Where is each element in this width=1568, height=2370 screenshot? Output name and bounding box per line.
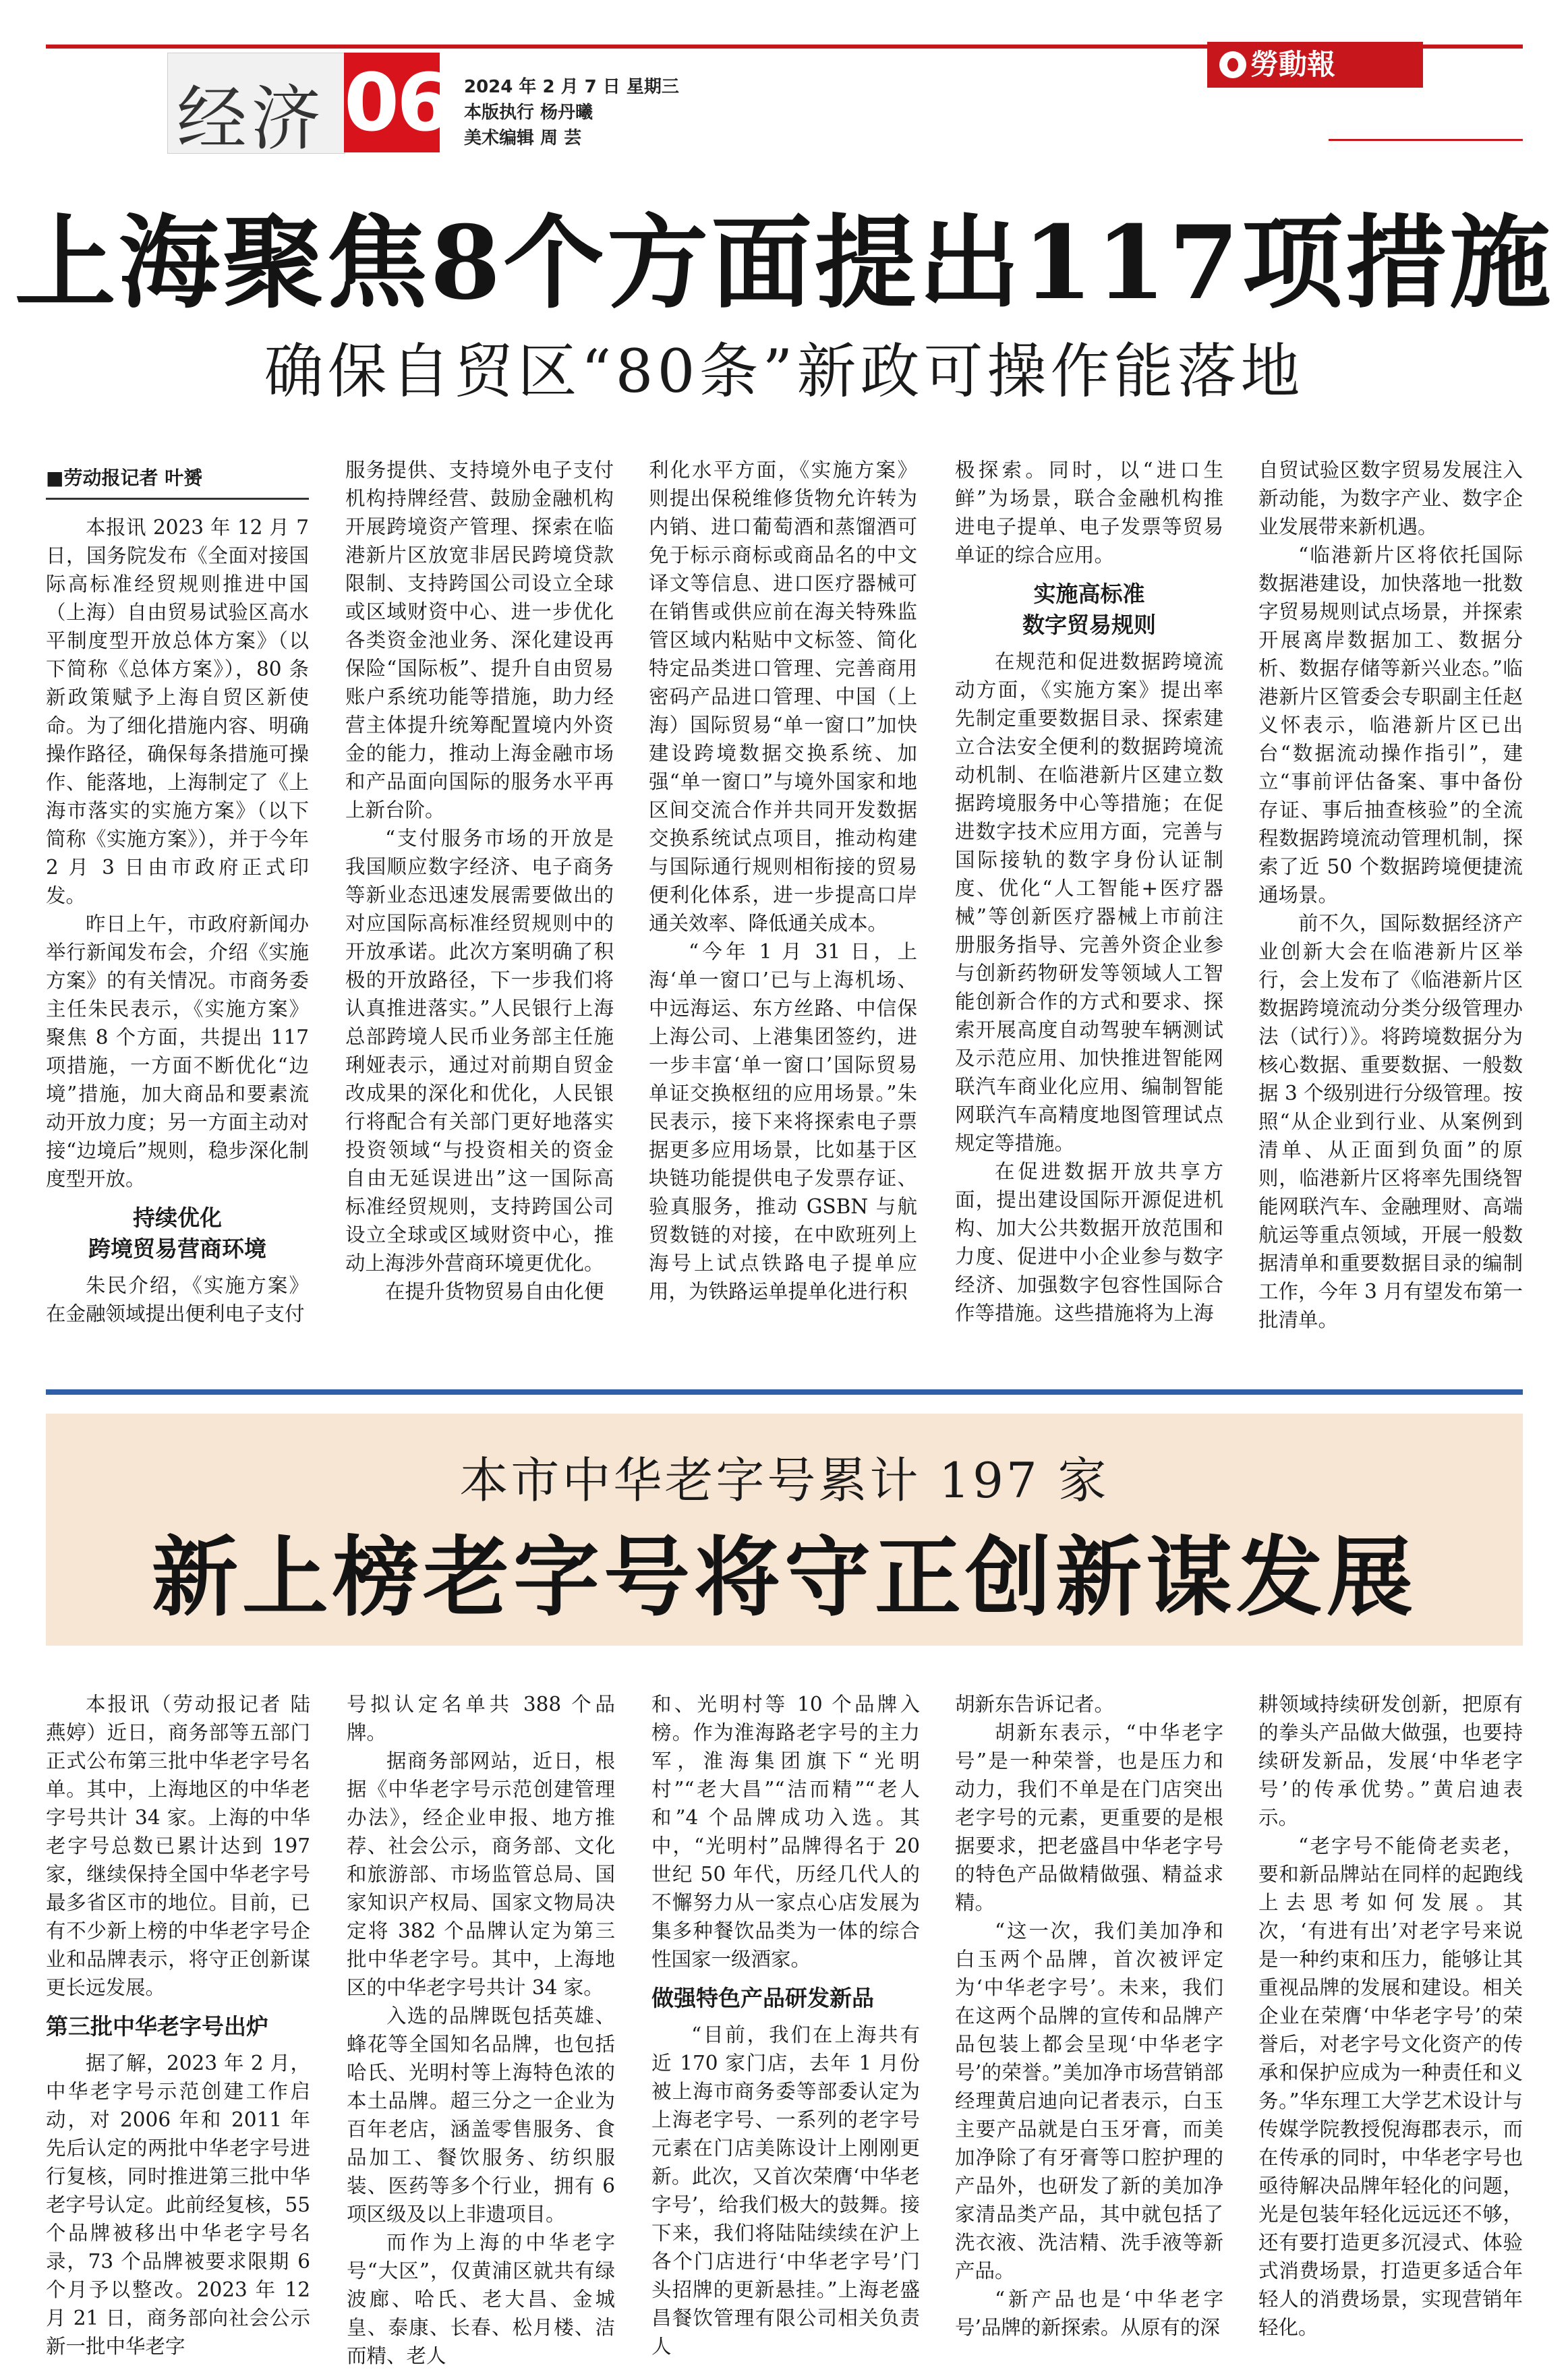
article2-subheadline: 本市中华老字号累计 197 家 [459, 1452, 1109, 1509]
paragraph: 极探索。同时，以“进口生鲜”为场景，联合金融机构推进电子提单、电子发票等贸易单证的综合应用。 [955, 459, 1223, 567]
paragraph: 前不久，国际数据经济产业创新大会在临港新片区举行，会上发布了《临港新片区数据跨境流动分类分级管理办法（试行）》。将跨境数据分为核心数据、重要数据、一般数据 3 个级别进行分级管理。按照“从企业到行业、从案例到清单、从正面到负面”的原则，临港新片区将率先围绕智能网联汽车、金融理财、高端航运等重点领域，开展一般数据清单和重要数据目录的编制工作，今年 3 月有望发布第一批清单。 [1258, 912, 1523, 1331]
paragraph: 本报讯 2023 年 12 月 7 日，国务院发布《全面对接国际高标准经贸规则推进中国（上海）自由贸易试验区高水平制度型开放总体方案》（以下简称《总体方案》），80 条新政策赋予上海自贸区新使命。为了细化措施内容、明确操作路径，确保每条措施可操作、能落地，上海制定了《上海市落实的实施方案》（以下简称《实施方案》），并于今年 2 月 3 日由市政府正式印发。 [46, 516, 309, 907]
article2-column-1 [46, 1690, 310, 2361]
paragraph: 在提升货物贸易自由化便 [385, 1280, 604, 1303]
paragraph: 胡新东表示，“中华老字号”是一种荣誉，也是压力和动力，我们不单是在门店突出老字号的元素，更重要的是根据要求，把老盛昌中华老字号的特色产品做精做强、精益求精。 [955, 1721, 1223, 1914]
article1-column-4 [955, 456, 1223, 1327]
paragraph: 利化水平方面，《实施方案》则提出保税维修货物允许转为内销、进口葡萄酒和蒸馏酒可免于标示商标或商品名的中文译文等信息、进口医疗器械可在销售或供应前在海关特殊监管区域内粘贴中文标签、简化特定品类进口管理、完善商用密码产品进口管理、中国（上海）国际贸易“单一窗口”加快建设跨境数据交换系统、加强“单一窗口”与境外国家和地区间交流合作并共同开发数据交换系统试点项目，推动构建与国际通行规则相衔接的贸易便利化体系，进一步提高口岸通关效率、降低通关成本。 [649, 459, 917, 935]
section-heading-line: 实施高标准 [1033, 581, 1145, 607]
article-headline: 上海聚焦8个方面提出117项措施 [14, 204, 1554, 322]
article1-column-2 [345, 456, 614, 1306]
byline: ■劳动报记者 叶赟 [46, 467, 203, 489]
section-heading [46, 1203, 309, 1265]
paragraph: 和、光明村等 10 个品牌入榜。作为淮海路老字号的主力军，淮海集团旗下“光明村”“老大昌”“洁而精”“老人和”4 个品牌成功入选。其中，“光明村”品牌得名于 20 世纪 50 年代，历经几代人的不懈努力从一家点心店发展为集多种餐饮品类为一体的综合性国家一级酒家。 [651, 1693, 920, 1971]
paragraph: “目前，我们在上海共有近 170 家门店，去年 1 月份被上海市商务委等部委认定为上海老字号、一系列的老字号元素在门店美陈设计上刚刚更新。此次，又首次荣膺‘中华老字号’，给我们极大的鼓舞。接下来，我们将陆陆续续在沪上各个门店进行‘中华老字号’门头招牌的更新悬挂。”上海老盛昌餐饮管理有限公司相关负责人 [651, 2023, 920, 2358]
paragraph: “这一次，我们美加净和白玉两个品牌，首次被评定为‘中华老字号’。未来，我们在这两个品牌的宣传和品牌产品包装上都会呈现‘中华老字号’的荣誉。”美加净市场营销部经理黄启迪向记者表示，白玉主要产品就是白玉牙膏，而美加净除了有牙膏等口腔护理的产品外，也研发了新的美加净家清品类产品，其中就包括了洗衣液、洗洁精、洗手液等新产品。 [955, 1919, 1223, 2282]
article1-column-5 [1258, 456, 1523, 1334]
paragraph: 本报讯（劳动报记者 陆燕婷）近日，商务部等五部门正式公布第三批中华老字号名单。其中，上海地区的中华老字号共计 34 家。上海的中华老字号总数已累计达到 197 家，继续保持全国中华老字号最多省区市的地位。目前，已有不少新上榜的中华老字号企业和品牌表示，将守正创新谋更长远发展。 [46, 1693, 310, 1999]
section-heading: 第三批中华老字号出炉 [46, 2013, 268, 2040]
paragraph: “老字号不能倚老卖老，要和新品牌站在同样的起跑线上去思考如何发展。其次，‘有进有出’对老字号来说是一种约束和压力，能够让其重视品牌的发展和建设。相关企业在荣膺‘中华老字号’的荣誉后，对老字号文化资产的传承和保护应成为一种责任和义务。”华东理工大学艺术设计与传媒学院教授倪海郡表示，而在传承的同时，中华老字号也亟待解决品牌年轻化的问题，光是包装年轻化远远还不够，还有要打造更多沉浸式、体验式消费场景，打造更多适合年轻人的消费场景，实现营销年轻化。 [1258, 1834, 1523, 2339]
section-heading: 做强特色产品研发新品 [651, 1985, 874, 2011]
section-name: 经济 [177, 78, 326, 160]
paragraph: “临港新片区将依托国际数据港建设，加快落地一批数字贸易规则试点场景，并探索开展离岸数据加工、数据分析、数据存储等新兴业态。”临港新片区管委会专职副主任赵义怀表示，临港新片区已出台“数据流动操作指引”，建立“事前评估备案、事中备份存证、事后抽查核验”的全流程数据跨境流动管理机制，探索了近 50 个数据跨境便捷流通场景。 [1258, 544, 1523, 906]
byline-rule [46, 498, 309, 500]
section-divider [46, 1389, 1523, 1395]
paragraph: 胡新东告诉记者。 [955, 1693, 1115, 1716]
article2-column-4 [955, 1690, 1223, 2342]
section-heading-line: 跨境贸易营商环境 [88, 1236, 266, 1262]
masthead-accent-rule [1329, 139, 1523, 141]
paragraph: 据商务部网站，近日，根据《中华老字号示范创建管理办法》，经企业申报、地方推荐、社会公示，商务部、文化和旅游部、市场监管总局、国家知识产权局、国家文物局决定将 382 个品牌认定为第三批中华老字号。其中，上海地区的中华老字号共计 34 家。 [347, 1750, 615, 1999]
article-subheadline: 确保自贸区“80条”新政可操作能落地 [264, 337, 1304, 406]
paragraph: 昨日上午，市政府新闻办举行新闻发布会，介绍《实施方案》的有关情况。市商务委主任朱民表示，《实施方案》聚焦 8 个方面，共提出 117 项措施，一方面不断优化“边境”措施，加大商品和要素流动开放力度；另一方面主动对接“边境后”规则，稳步深化制度型开放。 [46, 913, 309, 1190]
section-heading-line: 数字贸易规则 [1022, 612, 1156, 638]
art-editor: 美术编辑 周 芸 [464, 128, 582, 148]
article2-column-3 [651, 1690, 920, 2361]
paragraph: 在促进数据开放共享方面，提出建设国际开源促进机构、加大公共数据开放范围和力度、促进中小企业参与数字经济、加强数字包容性国际合作等措施。这些措施将为上海 [955, 1160, 1223, 1325]
article2-column-2 [347, 1690, 615, 2370]
issue-date: 2024 年 2 月 7 日 星期三 [464, 77, 679, 97]
page-editor: 本版执行 杨丹曦 [464, 103, 593, 123]
paragraph: “今年 1 月 31 日，上海‘单一窗口’已与上海机场、中远海运、东方丝路、中信保上海公司、上港集团签约，进一步丰富‘单一窗口’国际贸易单证交换枢纽的应用场景。”朱民表示，接下来将探索电子票据更多应用场景，比如基于区块链功能提供电子发票存证、验真服务，推动 GSBN 与航贸数链的对接，在中欧班列上海号上试点铁路电子提单应用，为铁路运单提单化进行积 [649, 940, 917, 1303]
paragraph: “支付服务市场的开放是我国顺应数字经济、电子商务等新业态迅速发展需要做出的对应国际高标准经贸规则中的开放承诺。此次方案明确了积极的开放路径，下一步我们将认真推进落实。”人民银行上海总部跨境人民币业务部主任施琍娅表示，通过对前期自贸金改成果的深化和优化，人民银行将配合有关部门更好地落实投资领域“与投资相关的资金自由无延误进出”这一国际高标准经贸规则，支持跨国公司设立全球或区域财资中心，推动上海涉外营商环境更优化。 [345, 827, 614, 1275]
logo-icon [1219, 51, 1246, 78]
paragraph: 据了解，2023 年 2 月，中华老字号示范创建工作启动，对 2006 年和 2011 年先后认定的两批中华老字号进行复核，同时推进第三批中华老字号认定。此前经复核，55 个品牌被移出中华老字号名录，73 个品牌被要求限期 6 个月予以整改。2023 年 12 月 21 日，商务部向社会公示新一批中华老字 [46, 2052, 310, 2358]
section-heading [955, 579, 1223, 641]
paragraph: 耕领域持续研发创新，把原有的拳头产品做大做强，也要持续研发新品，发展‘中华老字号’的传承优势。”黄启迪表示。 [1258, 1693, 1523, 1829]
paragraph: 朱民介绍，《实施方案》在金融领域提出便利电子支付 [46, 1274, 309, 1325]
paragraph: 在规范和促进数据跨境流动方面，《实施方案》提出率先制定重要数据目录、探索建立合法安全便利的数据跨境流动机制、在临港新片区建立数据跨境服务中心等措施；在促进数字技术应用方面，完善与国际接轨的数字身份认证制度、优化“人工智能+医疗器械”等创新医疗器械上市前注册服务指导、完善外资企业参与创新药物研发等领域人工智能创新合作的方式和要求、探索开展高度自动驾驶车辆测试及示范应用、加快推进智能网联汽车商业化应用、编制智能网联汽车高精度地图管理试点规定等措施。 [955, 650, 1223, 1155]
paragraph: 自贸试验区数字贸易发展注入新动能，为数字产业、数字企业发展带来新机遇。 [1258, 459, 1523, 538]
paragraph: 入选的品牌既包括英雄、蜂花等全国知名品牌，也包括哈氏、光明村等上海特色浓的本土品牌。超三分之一企业为百年老店，涵盖零售服务、食品加工、餐饮服务、纺织服装、医药等多个行业，拥有 6 项区级及以上非遗项目。 [347, 2004, 615, 2226]
article2-column-5 [1258, 1690, 1523, 2342]
paragraph: 号拟认定名单共 388 个品牌。 [347, 1693, 615, 1744]
paragraph: 而作为上海的中华老字号“大区”，仅黄浦区就共有绿波廊、哈氏、老大昌、金城皇、泰康、长春、松月楼、洁而精、老人 [347, 2231, 615, 2367]
article2-headline: 新上榜老字号将守正创新谋发展 [151, 1527, 1417, 1628]
newspaper-logo: 勞動報 [1207, 42, 1423, 88]
page-number-badge: 06 [344, 53, 440, 152]
article1-column-3 [649, 456, 917, 1306]
paragraph: “新产品也是‘中华老字号’品牌的新探索。从原有的深 [955, 2288, 1223, 2339]
section-heading-line: 持续优化 [133, 1205, 222, 1231]
edition-info [464, 74, 679, 151]
article1-column-1 [46, 464, 309, 1328]
paragraph: 服务提供、支持境外电子支付机构持牌经营、鼓励金融机构开展跨境资产管理、探索在临港新片区放宽非居民跨境贷款限制、支持跨国公司设立全球或区域财资中心、进一步优化各类资金池业务、深化建设再保险“国际板”、提升自由贸易账户系统功能等措施，助力经营主体提升统筹配置境内外资金的能力，推动上海金融市场和产品面向国际的服务水平再上新台阶。 [345, 459, 614, 821]
